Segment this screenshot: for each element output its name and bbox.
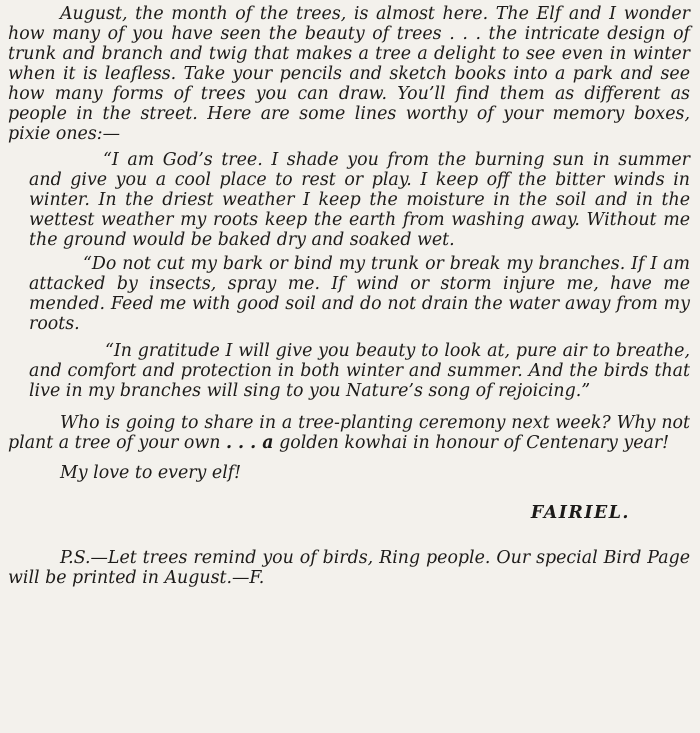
tree-quote-1: “I am God’s tree. I shade you from the burning sun in summer and give you a cool place to rest or play. I keep off the bitter winds in winter. In the driest weather I keep the moisture in the soil and in the wettest weather my roots keep the earth from washing away. Without me the ground would be baked dry and soaked wet. [29,150,690,250]
tree-quote-3: “In gratitude I will give you beauty to look at, pure air to breathe, and comfort and protection in both winter and summer. And the birds that live in my branches will sing to you Nature’s song of rejoicing.” [29,341,690,401]
signature: FAIRIEL. [530,503,630,523]
ceremony-text-end: golden kowhai in honour of Centenary year! [273,433,670,453]
closing-line: My love to every elf! [60,463,242,483]
ceremony-paragraph [8,413,690,453]
postscript: P.S.—Let trees remind you of birds, Ring people. Our special Bird Page will be printed in August.—F. [8,548,690,588]
ceremony-text-start: Who is going to share in a tree-planting ceremony next week? Why not plant a tree of your own [8,413,690,453]
ceremony-ellipsis: . . . a [225,433,274,453]
tree-quote-2: “Do not cut my bark or bind my trunk or break my branches. If I am attacked by insects, spray me. If wind or storm injure me, have me mended. Feed me with good soil and do not drain the water away from my roots. [29,254,690,334]
intro-paragraph: August, the month of the trees, is almost here. The Elf and I wonder how many of you have seen the beauty of trees . . . the intricate design of trunk and branch and twig that makes a tree a delight to see even in winter when it is leafless. Take your pencils and sketch books into a park and see how many forms of trees you can draw. You’ll find them as different as people in the street. Here are some lines worthy of your memory boxes, pixie ones:— [8,4,690,144]
